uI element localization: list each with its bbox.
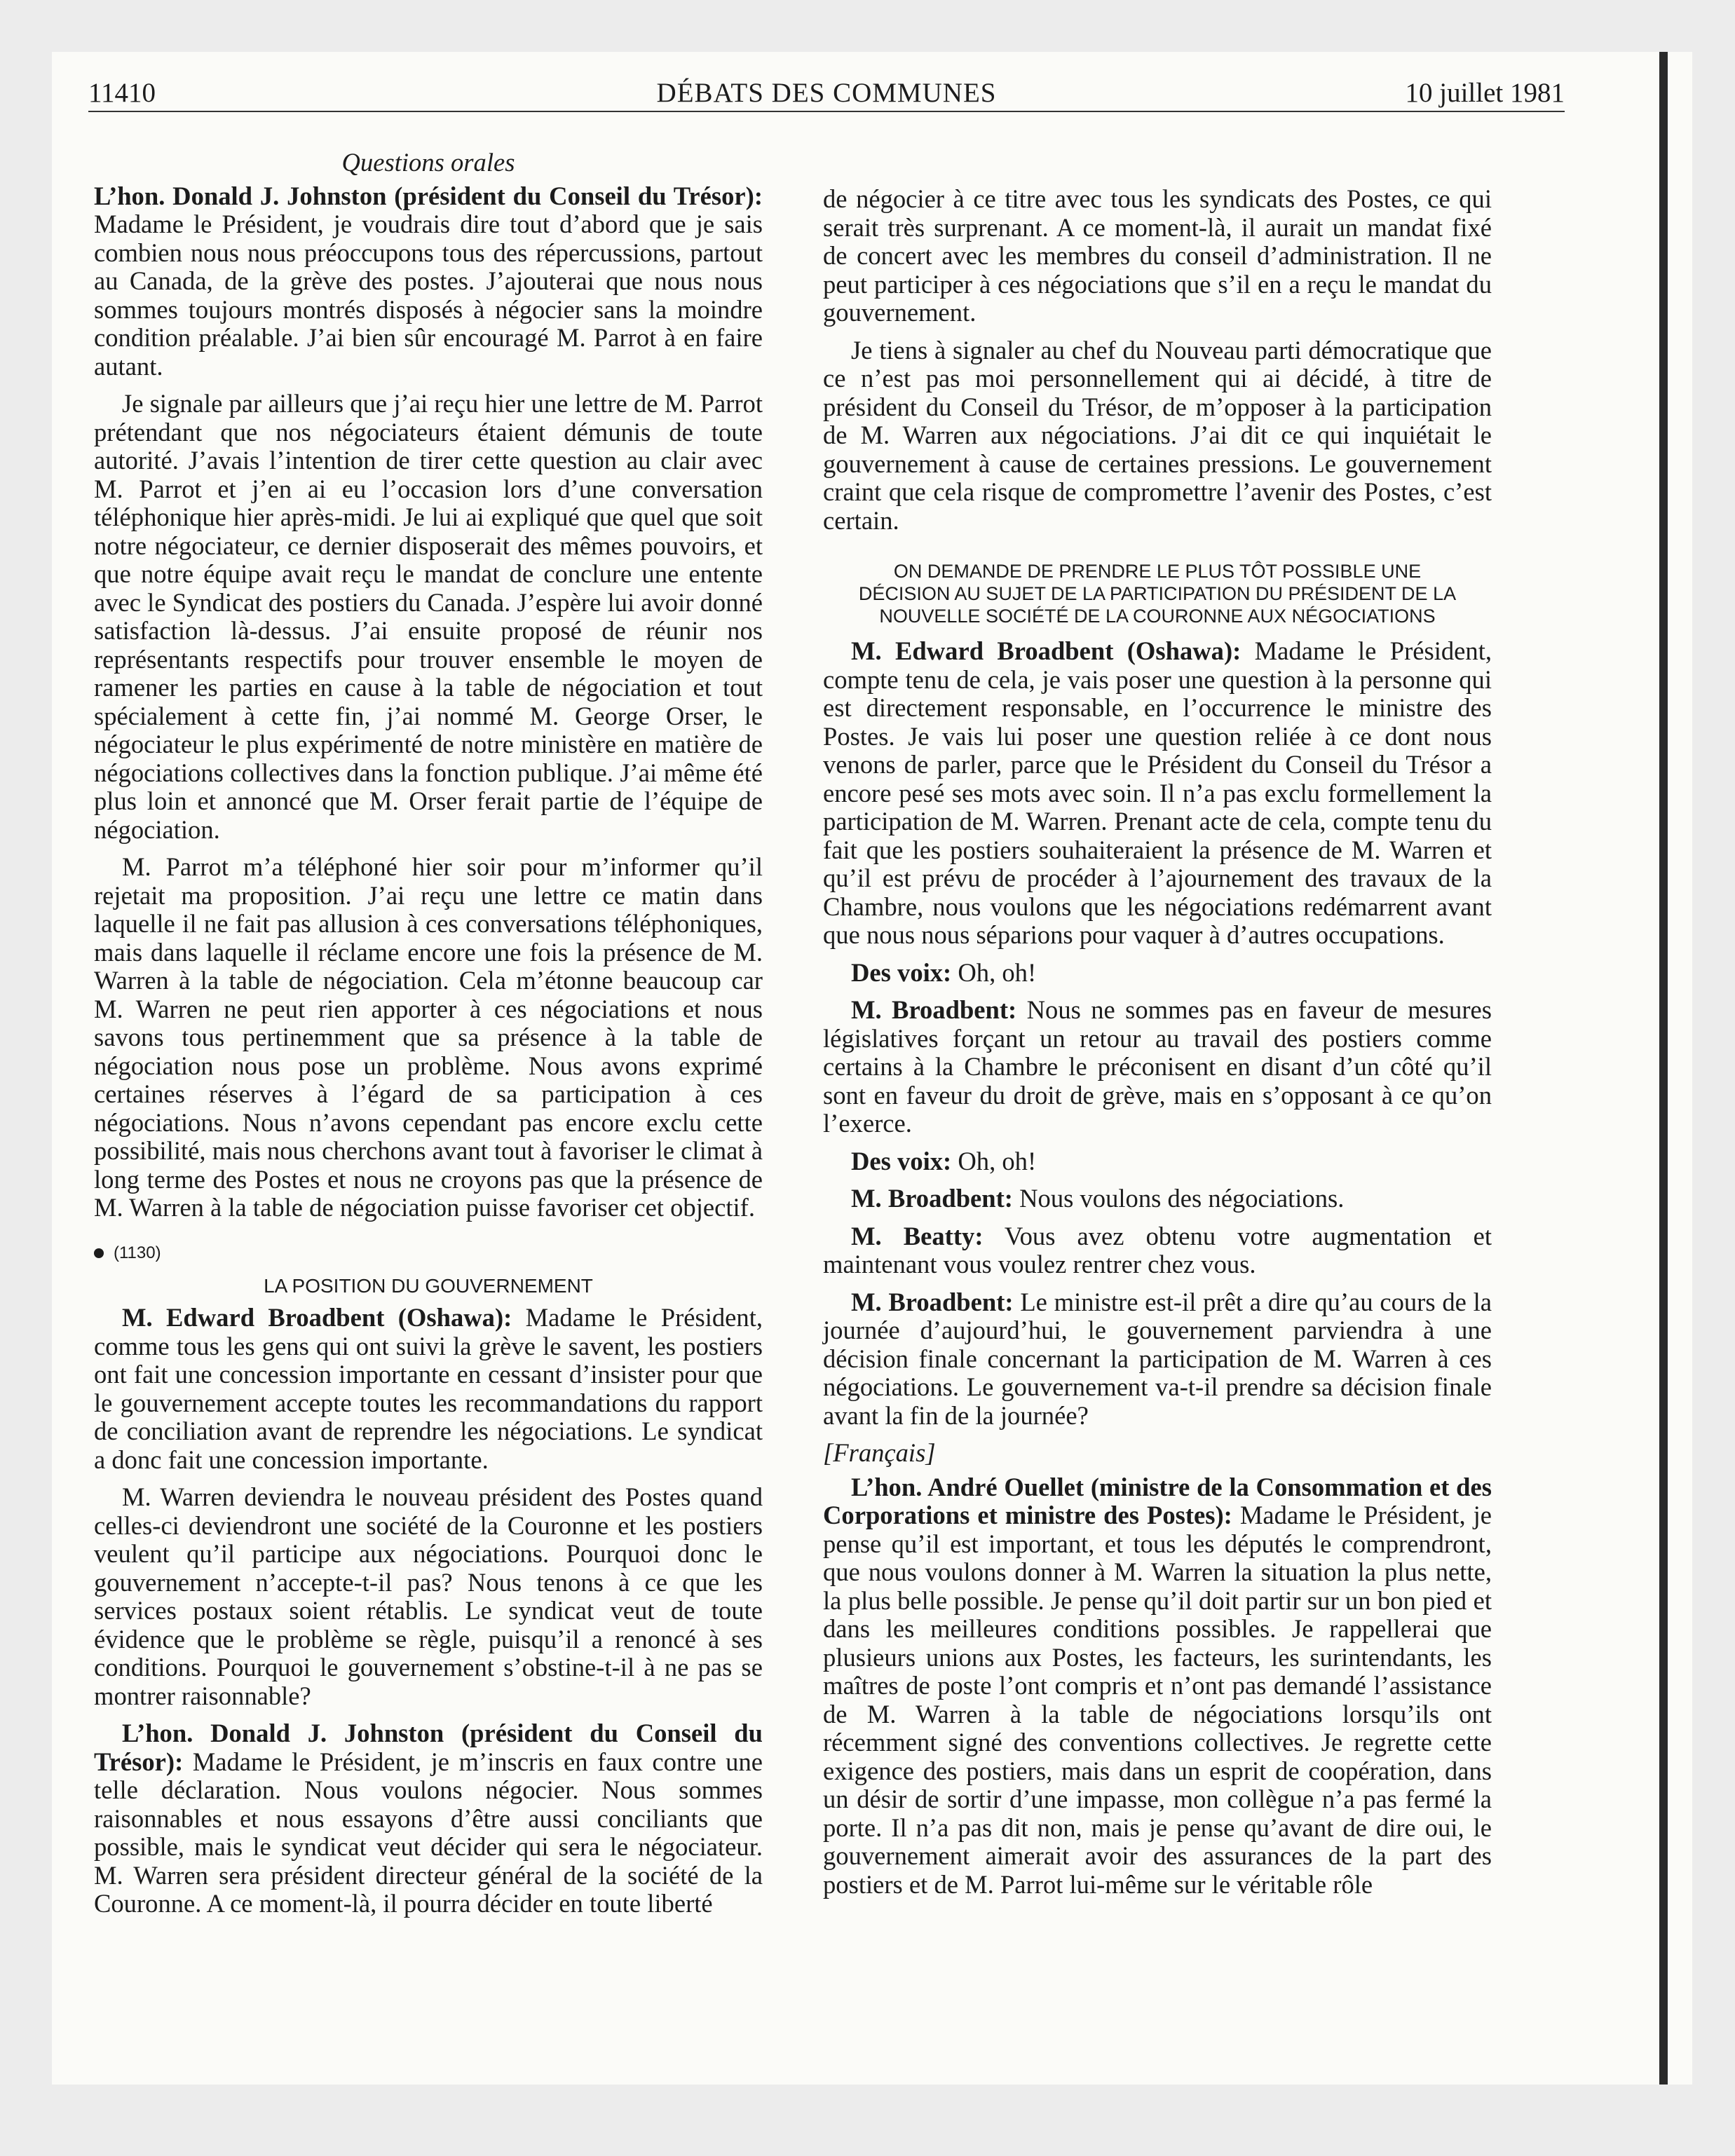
paragraph	[823, 637, 1492, 950]
paragraph	[94, 1719, 763, 1918]
speech-text: Madame le Président, compte tenu de cela, je vais poser une question à la personne qui est directement responsable, en l’occurrence le ministre des Postes. Je vais lui poser une question reliée à ce dont nous venons de parler, parce que le Président du Conseil du Trésor a encore pesé ses mots avec soin. Il n’a pas exclu formellement la participation de M. Warren. Prenant acte de cela, compte tenu du fait que les postiers souhaiteraient la présence de M. Warren et qu’il est prévu de procéder à l’ajournement des travaux de la Chambre, nous voulons que les négociations redémarrent avant que nous nous séparions pour vaquer à d’autres occupations.	[823, 636, 1492, 949]
speech-text: Madame le Président, je pense qu’il est important, et tous les députés le comprendront, que nous voulons donner à M. Warren la situation la plus nette, la plus belle possible. Je pense qu’il doit partir sur un bon pied et dans les meilleures conditions possibles. Je rappellerai que plusieurs unions aux Postes, les facteurs, les surintendants, les maîtres de poste l’ont compris et n’ont pas demandé l’assistance de M. Warren à la table de négociations lorsqu’ils ont récemment signé des conventions collectives. Je regrette cette exigence des postiers, mais dans un esprit de coopération, dans un désir de sortir d’une impasse, mon collègue n’a pas fermé la porte. Il n’a pas dit non, mais je pense qu’avant de dire oui, le gouvernement aimerait avoir des assurances de la part des postiers et de M. Parrot lui-même sur le véritable rôle	[823, 1501, 1492, 1899]
paragraph: M. Parrot m’a téléphoné hier soir pour m’informer qu’il rejetait ma proposition. J’ai reçu une lettre ce matin dans laquelle il ne fait pas allusion à ces conversations téléphoniques, mais dans laquelle il réclame encore une fois la présence de M. Warren à la table de négociation. Cela m’étonne beaucoup car M. Warren ne peut rien apporter à ces négociations et nous savons tous pertinemment que sa présence à la table de négociation nous pose un problème. Nous avons exprimé certaines réserves à l’égard de sa participation à ces négociations. Nous n’avons cependant pas encore exclu cette possibilité, mais nous cherchons avant tout à favoriser le climat à long terme des Postes et nous ne croyons pas que la présence de M. Warren à la table de négociation puisse favoriser cet objectif.	[94, 852, 763, 1222]
page-number: 11410	[88, 78, 156, 108]
speech-text: Nous ne sommes pas en faveur de mesures législatives forçant un retour au travail des postiers comme certains à la Chambre le préconisent en disant d’un côté qu’il sont en faveur du droit de grève, mais en s’opposant à ce qu’on l’exerce.	[823, 995, 1492, 1138]
speaker-name: Des voix:	[851, 957, 952, 987]
paragraph: M. Warren deviendra le nouveau président des Postes quand celles-ci deviendront une société de la Couronne et les postiers veulent qu’il participe aux négociations. Pourquoi donc le gouvernement n’accepte-t-il pas? Nous tenons à ce que les services postaux soient rétablis. Le syndicat veut de toute évidence que le problème se règle, puisqu’il a renoncé à ses conditions. Pourquoi le gouvernement s’obstine-t-il à ne pas se montrer raisonnable?	[94, 1482, 763, 1710]
speaker-name: M. Broadbent:	[851, 1287, 1014, 1316]
paragraph	[823, 959, 1492, 988]
heading-line: ON DEMANDE DE PRENDRE LE PLUS TÔT POSSIBLE UNE	[893, 561, 1422, 582]
speech-text: Vous avez obtenu votre augmentation et maintenant vous voulez rentrer chez vous.	[823, 1221, 1492, 1278]
right-column	[823, 185, 1492, 1899]
journal-title: DÉBATS DES COMMUNES	[656, 78, 997, 108]
paragraph: Je signale par ailleurs que j’ai reçu hier une lettre de M. Parrot prétendant que nos négociateurs étaient démunis de toute autorité. J’avais l’intention de tirer cette question au clair avec M. Parrot et j’en ai eu l’occasion lors d’une conversation téléphonique hier après-midi. Je lui ai expliqué que quel que soit notre négociateur, ce dernier disposerait des mêmes pouvoirs, et que notre équipe avait reçu le mandat de conclure une entente avec le Syndicat des postiers du Canada. J’espère lui avoir donné satisfaction là-dessus. J’ai ensuite proposé de réunir nos représentants respectifs pour trouver ensemble le moyen de ramener les parties en cause à la table de négociation et tout spécialement à cette fin, j’ai nommé M. George Orser, le négociateur le plus expérimenté de notre ministère en matière de négociations collectives dans la fonction publique. J’ai même été plus loin et annoncé que M. Orser ferait partie de l’équipe de négociation.	[94, 389, 763, 844]
speaker-name: M. Broadbent:	[851, 995, 1017, 1024]
section-heading	[823, 560, 1492, 627]
page-header	[88, 76, 1565, 112]
paragraph	[823, 1288, 1492, 1431]
speaker-name: M. Broadbent:	[851, 1184, 1013, 1213]
section-kicker: Questions orales	[341, 148, 515, 177]
time-stamp-text: (1130)	[114, 1243, 161, 1262]
page-edge-bar	[1659, 52, 1668, 2085]
paragraph	[823, 1147, 1492, 1176]
speaker-name: M. Edward Broadbent (Oshawa):	[122, 1303, 512, 1332]
section-heading: LA POSITION DU GOUVERNEMENT	[264, 1275, 593, 1297]
speaker-name: L’hon. Donald J. Johnston (président du Conseil du Trésor):	[94, 181, 763, 210]
language-note: [Français]	[823, 1438, 936, 1467]
bullet-dot-icon	[94, 1248, 104, 1258]
paragraph: de négocier à ce titre avec tous les syndicats des Postes, ce qui serait très surprenant. A ce moment-là, il aurait un mandat fixé de concert avec les membres du conseil d’administration. Il ne peut participer à ces négociations que s’il en a reçu le mandat du gouvernement.	[823, 184, 1492, 327]
paragraph	[823, 996, 1492, 1138]
time-stamp	[94, 1239, 763, 1268]
heading-line: NOUVELLE SOCIÉTÉ DE LA COURONNE AUX NÉGOCIATIONS	[879, 606, 1436, 627]
paragraph: Je tiens à signaler au chef du Nouveau parti démocratique que ce n’est pas moi personnellement qui ai décidé, à titre de président du Conseil du Trésor, de m’opposer à la participation de M. Warren aux négociations. J’ai dit ce qui inquiétait le gouvernement à cause de certaines pressions. Le gouvernement craint que cela risque de compromettre l’avenir des Postes, c’est certain.	[823, 335, 1492, 535]
speech-text: Nous voulons des négociations.	[1013, 1184, 1345, 1213]
speech-text: Le ministre est-il prêt a dire qu’au cours de la journée d’aujourd’hui, le gouvernement parviendra à une décision finale concernant la participation de M. Warren à ces négociations. Le gouvernement va-t-il prendre sa décision finale avant la fin de la journée?	[823, 1287, 1492, 1430]
speaker-name: M. Edward Broadbent (Oshawa):	[851, 636, 1241, 665]
paragraph	[823, 1473, 1492, 1899]
paragraph	[823, 1222, 1492, 1279]
speaker-name: L’hon. Donald J. Johnston (président du Conseil du Trésor):	[94, 1719, 763, 1776]
speech-text: Madame le Président, je voudrais dire tout d’abord que je sais combien nous nous préoccupons tous des répercussions, partout au Canada, de la grève des postes. J’ajouterai que nous nous sommes toujours montrés disposés à négocier sans la moindre condition préalable. J’ai bien sûr encouragé M. Parrot à en faire autant.	[94, 210, 763, 381]
speech-text: Madame le Président, je m’inscris en faux contre une telle déclaration. Nous voulons négocier. Nous sommes raisonnables et nous essayons d’être aussi conciliants que possible, mais le syndicat veut décider qui sera le négociateur. M. Warren sera président directeur général de la société de la Couronne. A ce moment-là, il pourra décider en toute liberté	[94, 1747, 763, 1918]
left-column	[94, 149, 763, 1918]
paragraph	[94, 182, 763, 381]
speaker-name: L’hon. André Ouellet (ministre de la Consommation et des Corporations et ministre des Postes):	[823, 1472, 1492, 1529]
page-date: 10 juillet 1981	[1405, 78, 1565, 108]
speaker-name: M. Beatty:	[851, 1221, 984, 1250]
speaker-name: Des voix:	[851, 1146, 952, 1175]
paragraph	[94, 1304, 763, 1474]
speech-text: Oh, oh!	[951, 1146, 1037, 1175]
speech-text: Oh, oh!	[951, 957, 1037, 987]
paragraph	[823, 1185, 1492, 1213]
heading-line: DÉCISION AU SUJET DE LA PARTICIPATION DU PRÉSIDENT DE LA	[858, 583, 1457, 604]
speech-text: Madame le Président, comme tous les gens qui ont suivi la grève le savent, les postiers ont fait une concession importante en cessant d’insister pour que le gouvernement accepte toutes les recommandations du rapport de conciliation avant de reprendre les négociations. Le syndicat a donc fait une concession importante.	[94, 1303, 763, 1474]
